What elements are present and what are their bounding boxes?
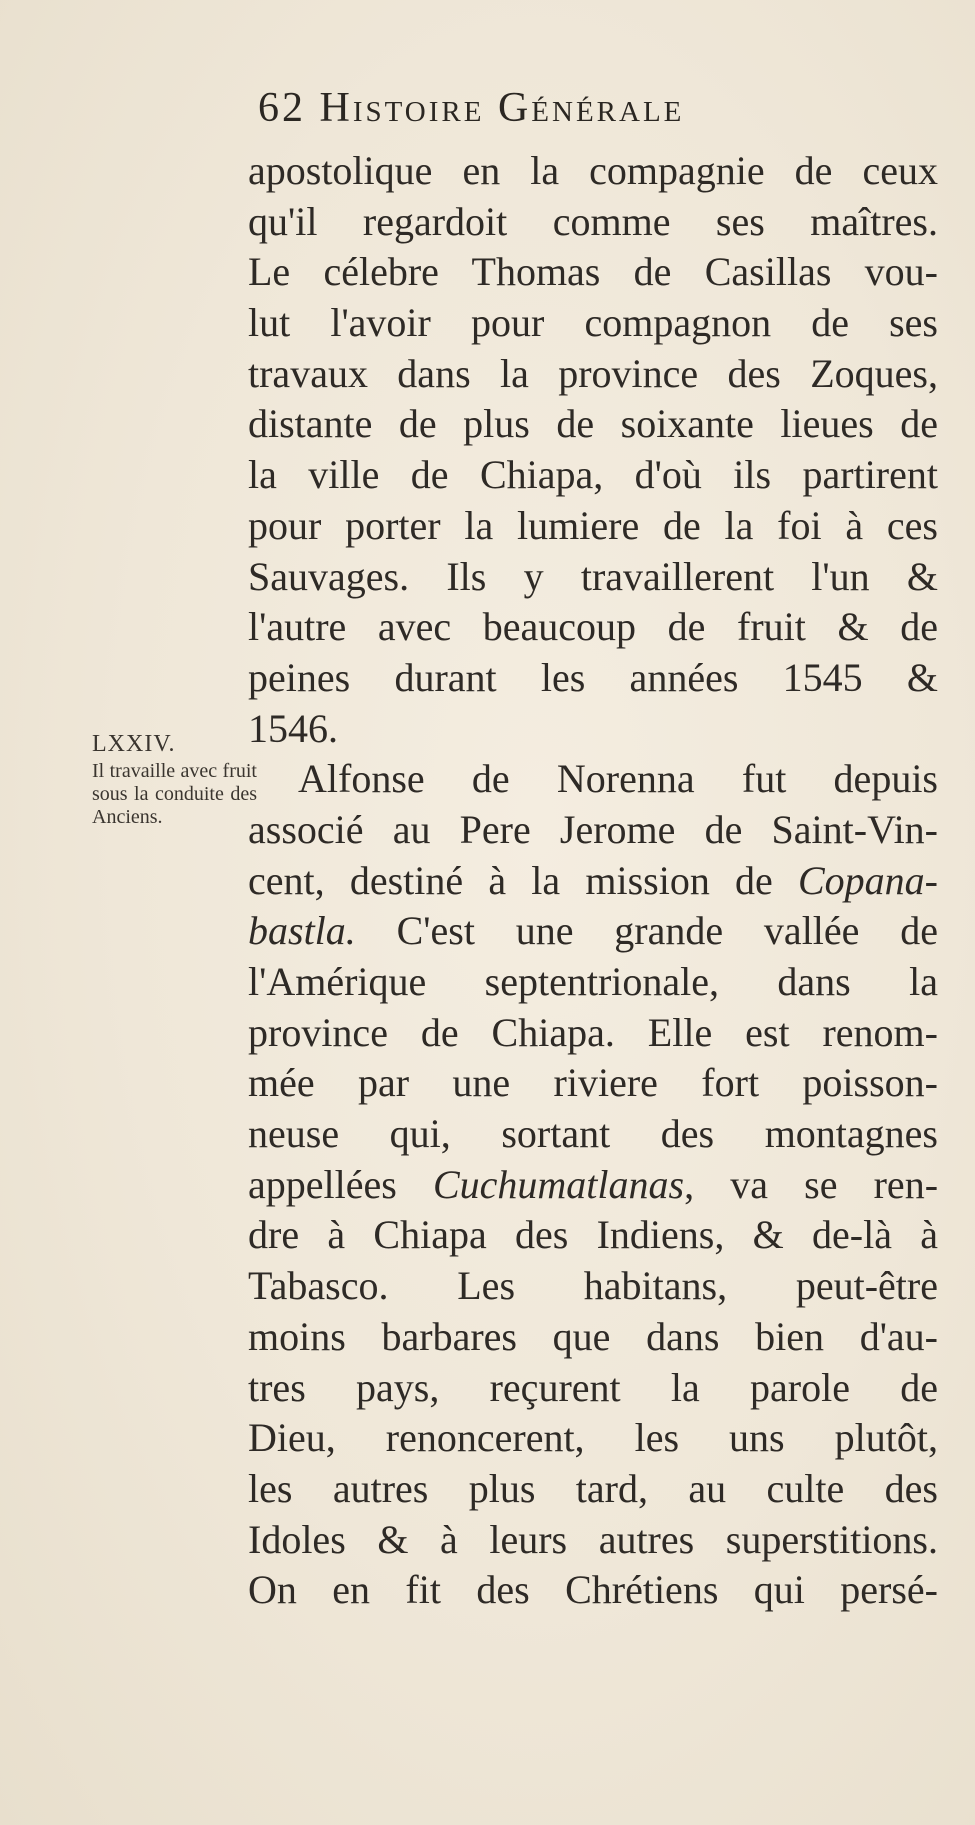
text-line: associé au Pere Jerome de Saint-Vin-	[248, 806, 938, 852]
text-line: Tabasco. Les habitans, peut-être	[248, 1263, 938, 1309]
text-fragment: C'est une grande vallée de	[355, 908, 938, 954]
margin-note-text: Il travaille avec fruit sous la conduite des Anciens.	[92, 760, 257, 828]
text-line: qu'il regardoit comme ses maîtres.	[248, 198, 938, 244]
text-line: dre à Chiapa des Indiens, & de-là à	[248, 1212, 938, 1258]
text-line: province de Chiapa. Elle est renom-	[248, 1009, 938, 1055]
text-line: Dieu, renoncerent, les uns plutôt,	[248, 1415, 938, 1461]
italic-place-name: bastla.	[248, 908, 356, 954]
text-line: pour porter la lumiere de la foi à ces	[248, 502, 938, 548]
text-line: 1546.	[248, 705, 338, 751]
text-line: peines durant les années 1545 &	[248, 654, 938, 700]
section-number: LXXIV.	[92, 731, 176, 757]
text-line: distante de plus de soixante lieues de	[248, 401, 938, 447]
text-line: travaux dans la province des Zoques,	[248, 350, 938, 396]
text-line: moins barbares que dans bien d'au-	[248, 1313, 938, 1359]
italic-place-name: Copana-	[798, 857, 938, 903]
text-fragment: , va se ren-	[684, 1161, 939, 1207]
text-line: apostolique en la compagnie de ceux	[248, 148, 938, 193]
text-line-with-italic	[248, 1160, 938, 1211]
text-line: On en fit des Chrétiens qui persé-	[248, 1567, 938, 1613]
text-fragment: cent, destiné à la mission de	[248, 857, 798, 903]
text-line: Idoles & à leurs autres superstitions.	[248, 1516, 938, 1562]
margin-note	[92, 733, 257, 829]
text-line: tres pays, reçurent la parole de	[248, 1364, 938, 1410]
text-line: Alfonse de Norenna fut depuis	[298, 756, 938, 802]
text-line: lut l'avoir pour compagnon de ses	[248, 300, 938, 346]
text-line: l'Amérique septentrionale, dans la	[248, 959, 938, 1004]
text-fragment: appellées	[248, 1161, 433, 1207]
text-line-with-italic	[248, 856, 938, 907]
italic-place-name: Cuchumatlanas	[432, 1161, 685, 1207]
text-line: neuse qui, sortant des montagnes	[248, 1111, 938, 1157]
text-line: mée par une riviere fort poisson-	[248, 1060, 938, 1106]
text-line: l'autre avec beaucoup de fruit & de	[248, 604, 938, 650]
text-line: les autres plus tard, au culte des	[248, 1465, 938, 1511]
text-line: Sauvages. Ils y travaillerent l'un &	[248, 553, 938, 599]
running-head: 62 Histoire Générale	[258, 85, 685, 131]
text-line-with-italic	[248, 906, 938, 957]
text-line: la ville de Chiapa, d'où ils partirent	[248, 452, 938, 498]
text-line: Le célebre Thomas de Casillas vou-	[248, 249, 938, 295]
body-text	[248, 146, 938, 1616]
